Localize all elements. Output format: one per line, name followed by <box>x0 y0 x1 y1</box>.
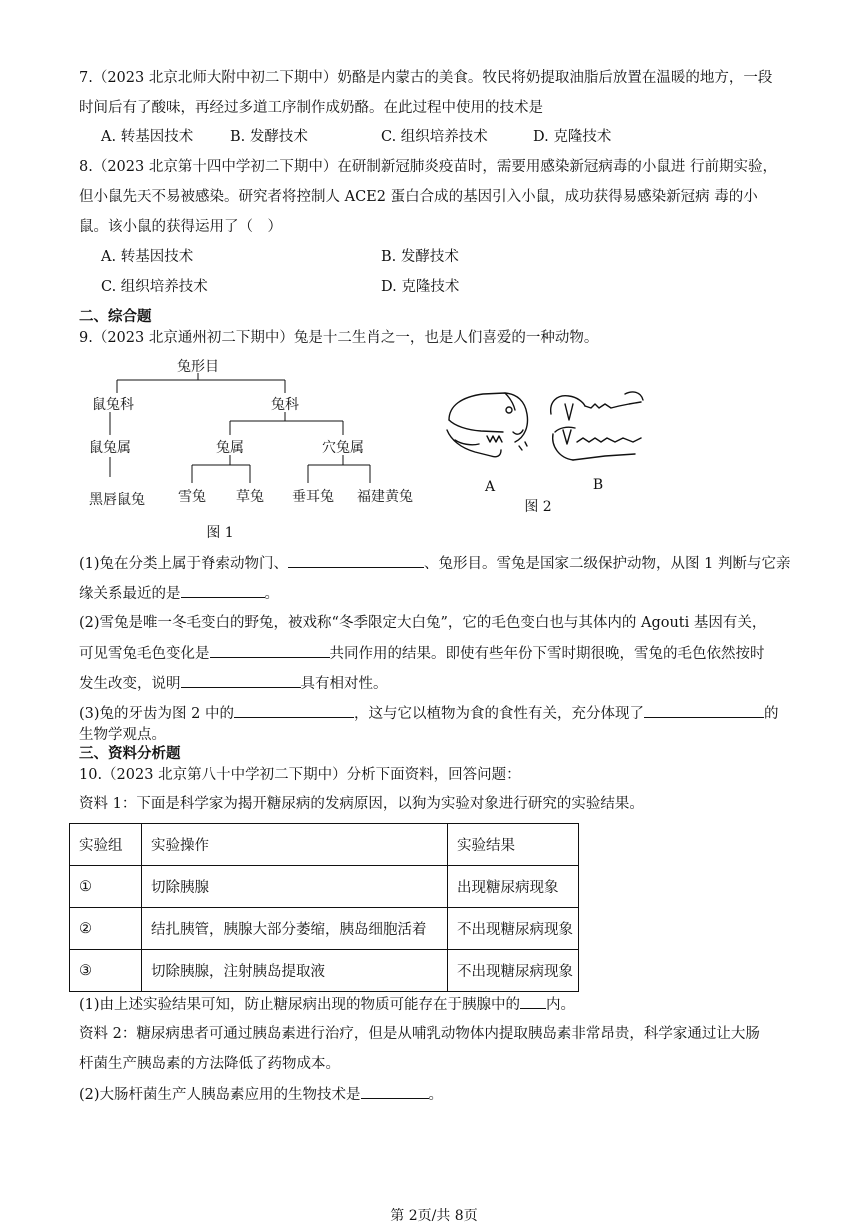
table-cell: ② <box>70 908 142 950</box>
q9-part2-line1: (2)雪兔是唯一冬毛变白的野兔，被戏称“冬季限定大白兔”，它的毛色变白也与其体内的 Agouti 基因有关， <box>79 615 767 631</box>
answer-blank[interactable] <box>181 673 301 688</box>
table-cell: 不出现糖尿病现象 <box>448 950 579 992</box>
skull-a-icon <box>447 393 528 457</box>
q7-line1: 7.（2023 北京北师大附中初二下期中）奶酪是内蒙古的美食。牧民将奶提取油脂后放置在温暖的地方，一段 <box>79 70 773 86</box>
table-row <box>70 866 579 908</box>
q9-part1-text-a: (1)兔在分类上属于脊索动物门、 <box>79 556 289 572</box>
answer-blank[interactable] <box>644 703 764 718</box>
q8-option-c: C. 组织培养技术 <box>101 279 208 295</box>
q7-option-c: C. 组织培养技术 <box>381 129 488 145</box>
page-footer: 第 2页/共 8页 <box>390 1208 478 1224</box>
q9-part3-text-a2: ，这与它以植物为食的食性有关，充分体现了 <box>353 706 644 722</box>
table-cell: 出现糖尿病现象 <box>448 866 579 908</box>
answer-blank[interactable] <box>210 643 330 658</box>
q8-option-a: A. 转基因技术 <box>101 249 194 265</box>
tree-order-label: 兔形目 <box>177 359 219 375</box>
tree-species-1-label: 黑唇鼠兔 <box>89 492 145 508</box>
q9-part2-line2 <box>79 643 765 664</box>
section-heading-2: 二、综合题 <box>79 309 152 325</box>
q10-material-2-line1: 资料 2：糖尿病患者可通过胰岛素进行治疗，但是从哺乳动物体内提取胰岛素非常昂贵，科学家通过让大肠 <box>79 1026 760 1042</box>
taxonomy-tree-figure <box>80 355 425 545</box>
label-a: A <box>484 479 496 495</box>
figure-2-caption: 图 2 <box>524 499 552 515</box>
table-cell: ③ <box>70 950 142 992</box>
q10-intro: 10.（2023 北京第八十中学初二下期中）分析下面资料，回答问题： <box>79 767 521 783</box>
answer-blank[interactable] <box>361 1084 429 1099</box>
q7-option-b: B. 发酵技术 <box>230 129 308 145</box>
q10-part1-text-b: 内。 <box>546 997 576 1013</box>
answer-blank[interactable] <box>520 994 546 1009</box>
label-b: B <box>592 477 604 493</box>
q9-part3-text-a1: (3)兔的牙齿为图 2 中的 <box>79 706 234 722</box>
table-header-row <box>70 824 579 866</box>
q9-part1-text-c: 缘关系最近的是 <box>79 586 181 602</box>
q10-part1-text-a: (1)由上述实验结果可知，防止糖尿病出现的物质可能存在于胰腺中的 <box>79 997 521 1013</box>
q9-part2-line3 <box>79 673 388 694</box>
q10-material-1: 资料 1：下面是科学家为揭开糖尿病的发病原因，以狗为实验对象进行研究的实验结果。 <box>79 796 644 812</box>
q8-option-d: D. 克隆技术 <box>381 279 460 295</box>
answer-blank[interactable] <box>288 553 424 568</box>
q9-part3-line2: 生物学观点。 <box>79 727 166 743</box>
table-cell: 不出现糖尿病现象 <box>448 908 579 950</box>
table-cell: 切除胰腺，注射胰岛提取液 <box>142 950 448 992</box>
q10-material-2-line2: 杆菌生产胰岛素的方法降低了药物成本。 <box>79 1056 340 1072</box>
tree-species-3-label: 草兔 <box>236 489 264 505</box>
answer-blank[interactable] <box>234 703 354 718</box>
table-row <box>70 908 579 950</box>
tree-genus-1-label: 鼠兔属 <box>89 440 131 456</box>
q9-part3-line1 <box>79 703 778 724</box>
q9-part1-text-b: 、兔形目。雪兔是国家二级保护动物，从图 1 判断与它亲 <box>424 556 791 572</box>
experiment-table <box>69 823 579 992</box>
q9-part1-text-d: 。 <box>264 586 279 602</box>
q8-option-b: B. 发酵技术 <box>381 249 459 265</box>
q9-part1-line1 <box>79 553 791 574</box>
tree-genus-3-label: 穴兔属 <box>322 440 364 456</box>
tree-species-5-label: 福建黄兔 <box>357 489 413 505</box>
tree-genus-2-label: 兔属 <box>216 440 244 456</box>
table-row <box>70 950 579 992</box>
table-header-cell: 实验操作 <box>142 824 448 866</box>
q9-part2-text-b2: 共同作用的结果。即使有些年份下雪时期很晚，雪兔的毛色依然按时 <box>329 646 765 662</box>
table-cell: 结扎胰管，胰腺大部分萎缩，胰岛细胞活着 <box>142 908 448 950</box>
tree-family-1-label: 鼠兔科 <box>92 397 134 413</box>
figure-1-caption: 图 1 <box>206 525 234 541</box>
q8-line1: 8.（2023 北京第十四中学初二下期中）在研制新冠肺炎疫苗时，需要用感染新冠病毒的小鼠进 行前期实验， <box>79 159 777 175</box>
section-heading-3: 三、资料分析题 <box>79 746 181 762</box>
skull-b-icon <box>551 392 643 460</box>
table-cell: ① <box>70 866 142 908</box>
table-header-cell: 实验结果 <box>448 824 579 866</box>
q9-intro: 9.（2023 北京通州初二下期中）兔是十二生肖之一，也是人们喜爱的一种动物。 <box>79 330 599 346</box>
q8-line2: 但小鼠先天不易被感染。研究者将控制人 ACE2 蛋白合成的基因引入小鼠，成功获得易感染新冠病 毒的小 <box>79 189 758 205</box>
skull-teeth-figure <box>435 370 660 520</box>
q9-part3-text-a3: 的 <box>763 706 779 722</box>
q10-part1 <box>79 994 575 1015</box>
q7-option-d: D. 克隆技术 <box>533 129 612 145</box>
q9-part1-line2 <box>79 583 279 604</box>
q10-part2 <box>79 1084 443 1105</box>
answer-blank[interactable] <box>181 583 265 598</box>
tree-species-4-label: 垂耳兔 <box>292 489 334 505</box>
q9-part2-text-c2: 具有相对性。 <box>300 676 388 692</box>
table-cell: 切除胰腺 <box>142 866 448 908</box>
q9-part2-text-b1: 可见雪兔毛色变化是 <box>79 646 210 662</box>
q7-line2: 时间后有了酸味，再经过多道工序制作成奶酪。在此过程中使用的技术是 <box>79 100 543 116</box>
q10-part2-text-a: (2)大肠杆菌生产人胰岛素应用的生物技术是 <box>79 1087 361 1103</box>
q8-line3: 鼠。该小鼠的获得运用了（ ） <box>79 219 282 235</box>
q10-part2-text-b: 。 <box>428 1087 444 1103</box>
q9-part2-text-c1: 发生改变，说明 <box>79 676 181 692</box>
table-header-cell: 实验组 <box>70 824 142 866</box>
q7-option-a: A. 转基因技术 <box>101 129 194 145</box>
tree-family-2-label: 兔科 <box>271 397 299 413</box>
tree-species-2-label: 雪兔 <box>178 489 206 505</box>
